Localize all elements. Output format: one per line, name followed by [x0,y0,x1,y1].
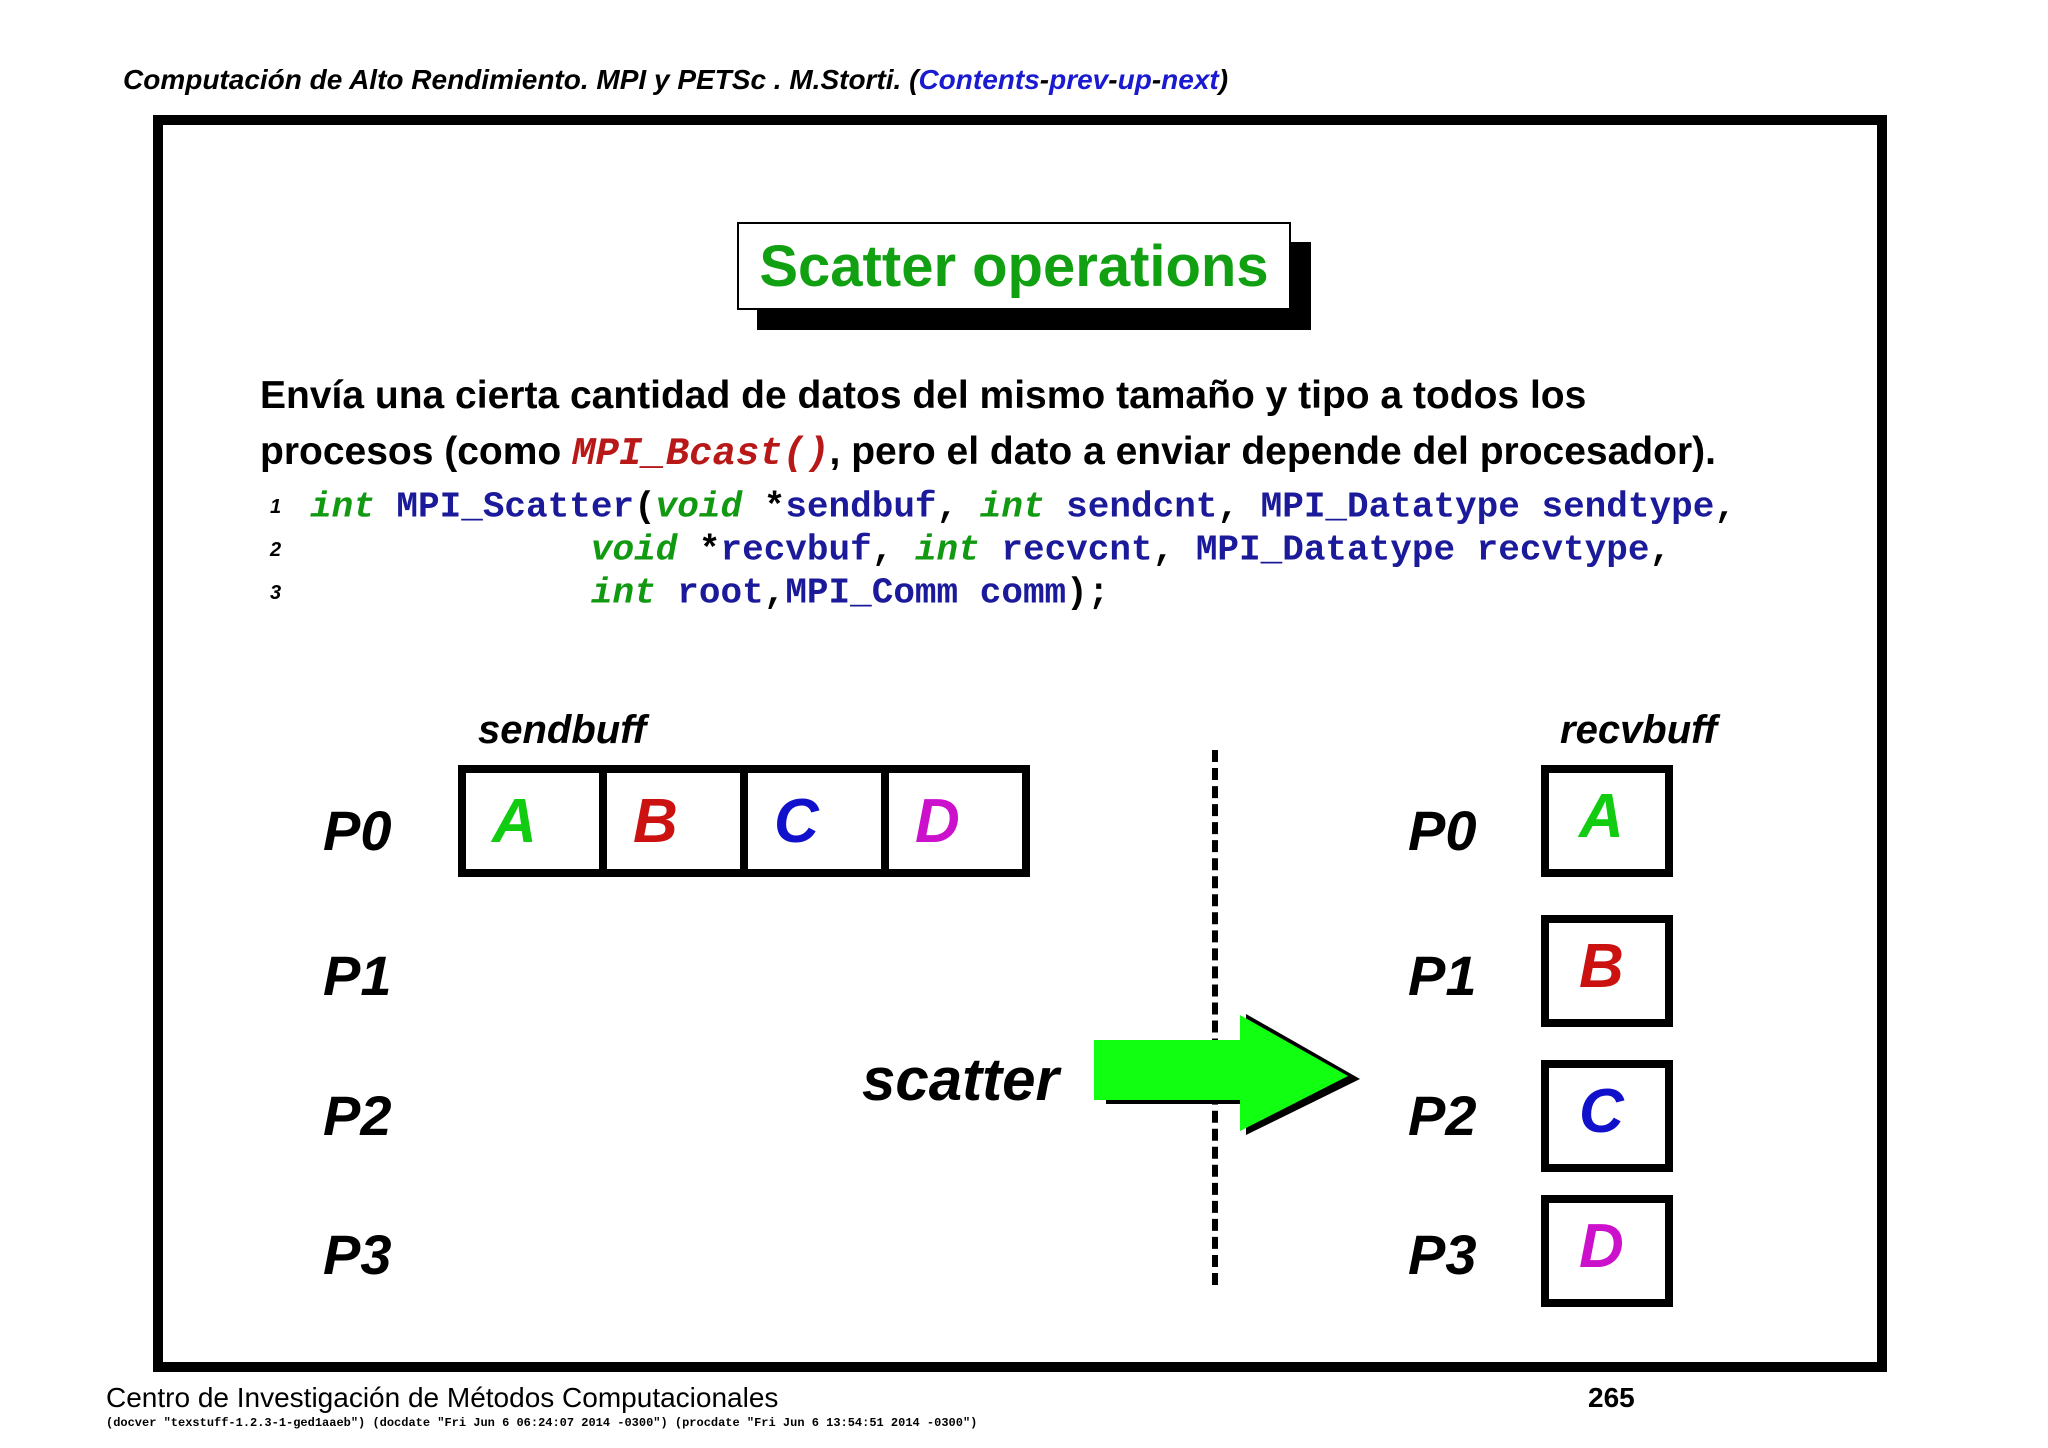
code-identifier: MPI_Comm comm [785,572,1067,614]
send-cell-c: C [748,773,889,869]
recvbuff-label: recvbuff [1560,708,1718,752]
recv-cell-c: C [1541,1060,1673,1172]
code-punct: , [1152,529,1196,571]
recv-cell-b: B [1541,915,1673,1027]
code-identifier: recvcnt [979,529,1153,571]
contents-link[interactable]: Contents [918,64,1040,95]
process-label-p1-left: P1 [323,944,392,1007]
up-link[interactable]: up [1117,64,1152,95]
code-keyword: void [655,486,743,528]
code-punct: , [1217,486,1261,528]
code-identifier: sendbuf [785,486,937,528]
header-prefix: Computación de Alto Rendimiento. MPI y PETSc . M.Storti. ( [123,64,919,95]
code-punct: , [936,486,980,528]
scatter-label: scatter [862,1046,1059,1113]
code-identifier: recvbuf [720,529,872,571]
code-keyword: int [914,529,980,571]
code-line-1 [270,485,1736,529]
next-link[interactable]: next [1161,64,1219,95]
code-line-3 [270,571,1109,615]
line-number: 2 [270,539,282,561]
code-punct: , [1714,486,1736,528]
code-identifier: sendcnt [1044,486,1218,528]
code-indent [310,530,591,571]
code-punct: , [763,572,786,614]
process-label-p2-left: P2 [323,1084,392,1147]
recv-cell-d: D [1541,1195,1673,1307]
line-number: 3 [270,582,282,604]
slide-title: Scatter operations [737,222,1291,310]
arrow-body [1094,1015,1348,1131]
code-punct: ); [1066,572,1110,614]
link-separator: - [1039,64,1050,95]
code-indent [310,573,591,614]
line-number: 1 [270,496,282,518]
process-label-p2-right: P2 [1408,1084,1477,1147]
code-punct: , [871,529,915,571]
code-punct: * [742,486,786,528]
link-separator: - [1108,64,1118,95]
code-keyword: int [310,486,375,528]
code-keyword: int [590,572,656,614]
process-label-p0-left: P0 [323,799,392,862]
description-line-2 [260,424,1820,482]
code-punct: , [1649,529,1672,571]
send-cell-d: D [915,786,960,856]
description-paragraph [260,368,1820,482]
page-number: 265 [1588,1382,1635,1413]
process-label-p1-right: P1 [1408,944,1477,1007]
running-header [123,64,1228,96]
code-line-2 [270,528,1671,572]
code-punct: * [677,529,721,571]
code-identifier: MPI_Datatype recvtype [1195,529,1650,571]
recv-cell-a: A [1541,765,1673,877]
code-identifier: MPI_Datatype sendtype [1260,486,1715,528]
header-suffix: ) [1218,64,1229,95]
footer-institution: Centro de Investigación de Métodos Computacionales [106,1382,779,1413]
function-reference: MPI_Bcast() [572,432,830,476]
code-keyword: int [979,486,1045,528]
process-label-p3-right: P3 [1408,1223,1477,1286]
link-separator: - [1151,64,1162,95]
scatter-arrow [1090,1010,1370,1145]
send-buffer [458,765,1030,877]
send-cell-b: B [607,773,748,869]
description-line-1: Envía una cierta cantidad de datos del mismo tamaño y tipo a todos los [260,374,1587,417]
process-label-p3-left: P3 [323,1223,392,1286]
code-keyword: void [590,529,678,571]
sendbuff-label: sendbuff [478,708,647,752]
code-identifier: root [655,572,764,614]
code-punct: ( [634,486,656,528]
description-line-2-end: , pero el dato a enviar depende del procesador). [829,430,1716,473]
prev-link[interactable]: prev [1049,64,1109,95]
send-cell-a: A [466,773,607,869]
description-line-2-start: procesos (como [260,430,573,473]
footer-metadata: (docver "texstuff-1.2.3-1-ged1aaeb") (docdate "Fri Jun 6 06:24:07 2014 -0300") (procdate "Fri Jun 6 13:54:51 2014 -0300") [106,1416,978,1430]
process-label-p0-right: P0 [1408,799,1477,862]
code-identifier: MPI_Scatter [374,486,635,528]
